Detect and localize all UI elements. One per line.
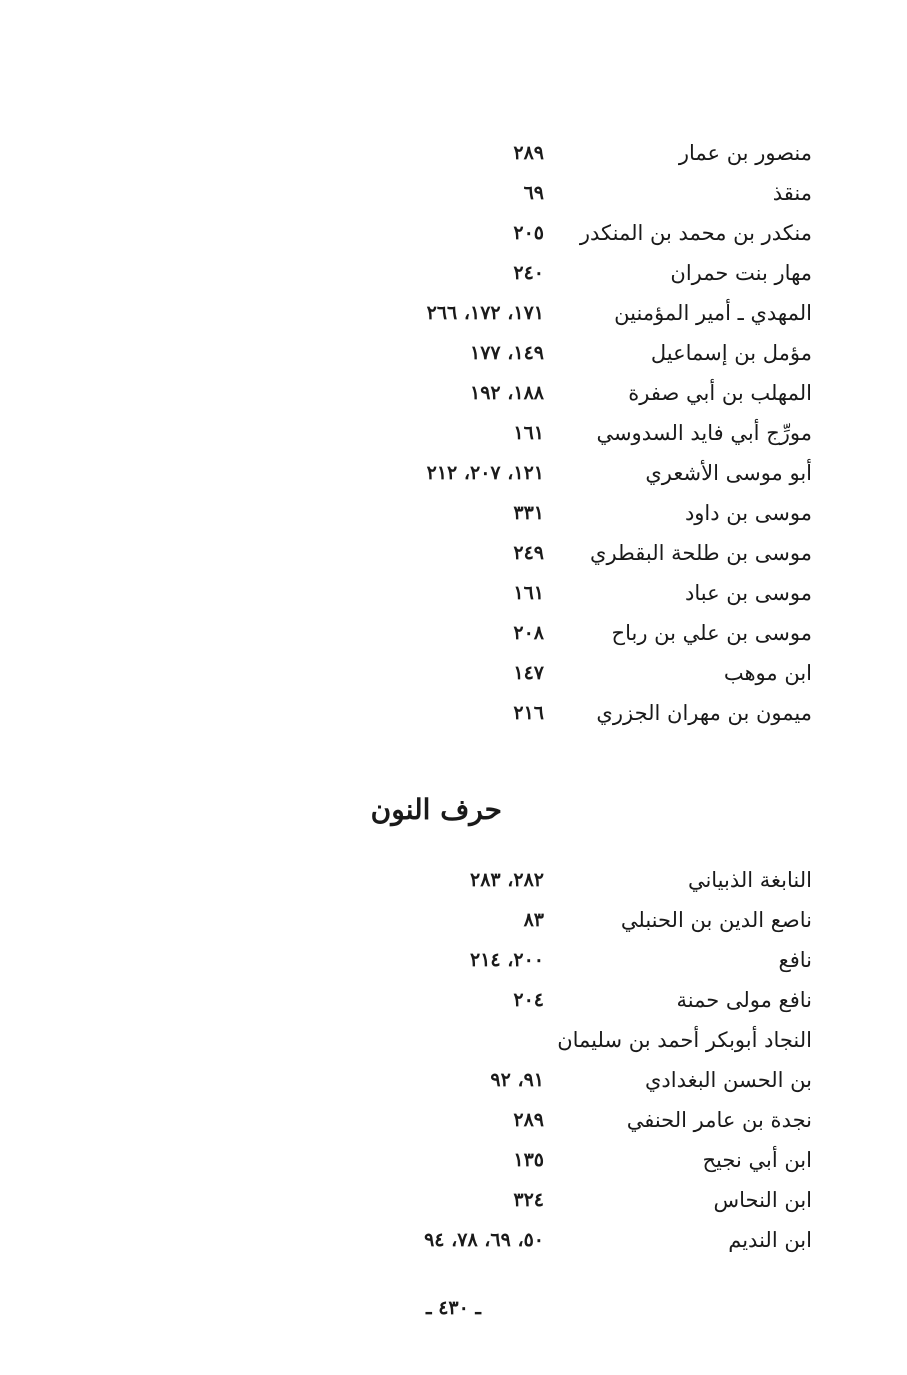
index-entry xyxy=(0,221,907,261)
index-entry xyxy=(0,261,907,301)
entry-pages: ١٤٧ xyxy=(513,662,544,684)
entry-name: أبو موسى الأشعري xyxy=(645,461,812,485)
entry-name: منصور بن عمار xyxy=(678,141,812,165)
index-entry xyxy=(0,581,907,621)
entry-name: المهدي ـ أمير المؤمنين xyxy=(614,301,812,325)
index-entry xyxy=(0,1108,907,1148)
entry-pages: ٨٣ xyxy=(523,909,544,931)
index-entry xyxy=(0,1068,907,1108)
index-entry xyxy=(0,868,907,908)
index-entry xyxy=(0,701,907,741)
entry-pages: ١٦١ xyxy=(513,422,544,444)
index-entry xyxy=(0,661,907,701)
index-entry xyxy=(0,1228,907,1268)
entry-name: موسى بن داود xyxy=(684,501,812,525)
index-entry xyxy=(0,341,907,381)
entry-name: ناصع الدين بن الحنبلي xyxy=(620,908,812,932)
entry-name: نافع xyxy=(778,948,812,972)
index-entry xyxy=(0,541,907,581)
entry-name: المهلب بن أبي صفرة xyxy=(628,381,812,405)
entry-pages: ٢٨٩ xyxy=(513,142,544,164)
entry-pages: ١٢١، ٢٠٧، ٢١٢ xyxy=(426,462,544,484)
entry-pages: ٦٩ xyxy=(523,182,544,204)
entry-name: نجدة بن عامر الحنفي xyxy=(626,1108,812,1132)
entry-name: النجاد أبوبكر أحمد بن سليمان xyxy=(557,1028,812,1052)
index-entry xyxy=(0,141,907,181)
entry-name: ابن النحاس xyxy=(713,1188,812,1212)
index-entry xyxy=(0,501,907,541)
entry-pages: ٢٤٠ xyxy=(513,262,544,284)
index-entry xyxy=(0,461,907,501)
entry-name: ابن أبي نجيح xyxy=(702,1148,812,1172)
entry-pages: ٩١، ٩٢ xyxy=(490,1069,544,1091)
entry-pages: ٣٢٤ xyxy=(513,1189,544,1211)
index-entry xyxy=(0,621,907,661)
entry-pages: ٢١٦ xyxy=(513,702,544,724)
entry-pages: ١٤٩، ١٧٧ xyxy=(470,342,544,364)
index-entry xyxy=(0,381,907,421)
entry-name: ابن موهب xyxy=(723,661,812,685)
entry-pages: ٢٤٩ xyxy=(513,542,544,564)
section-heading: حرف النون xyxy=(370,793,502,826)
entry-pages: ٢٠٨ xyxy=(513,622,544,644)
entry-pages: ٢٨٢، ٢٨٣ xyxy=(470,869,544,891)
index-entry xyxy=(0,1028,907,1068)
index-entry xyxy=(0,908,907,948)
entry-name: مهار بنت حمران xyxy=(670,261,812,285)
entry-pages: ١٨٨، ١٩٢ xyxy=(470,382,544,404)
entry-pages: ٢٠٤ xyxy=(513,989,544,1011)
entry-pages: ١٧١، ١٧٢، ٢٦٦ xyxy=(426,302,544,324)
entry-pages: ٢٠٠، ٢١٤ xyxy=(470,949,544,971)
entry-name: مورِّج أبي فايد السدوسي xyxy=(596,421,812,445)
entry-name: ابن النديم xyxy=(728,1228,812,1252)
index-entry xyxy=(0,421,907,461)
entry-name: بن الحسن البغدادي xyxy=(644,1068,812,1092)
entry-name: موسى بن عباد xyxy=(685,581,812,605)
entry-name: النابغة الذبياني xyxy=(687,868,812,892)
entry-pages: ١٣٥ xyxy=(513,1149,544,1171)
entry-name: منقذ xyxy=(772,181,812,205)
entry-name: نافع مولى حمنة xyxy=(676,988,812,1012)
entry-name: منكدر بن محمد بن المنكدر xyxy=(579,221,812,245)
page-number: ـ ٤٣٠ ـ xyxy=(426,1297,481,1319)
entry-pages: ٣٣١ xyxy=(513,502,544,524)
index-entry xyxy=(0,181,907,221)
entry-name: موسى بن طلحة البقطري xyxy=(590,541,812,565)
entry-pages: ٢٨٩ xyxy=(513,1109,544,1131)
entry-pages: ٢٠٥ xyxy=(513,222,544,244)
entry-name: مؤمل بن إسماعيل xyxy=(650,341,812,365)
index-entry xyxy=(0,988,907,1028)
entry-name: موسى بن علي بن رباح xyxy=(611,621,812,645)
entry-pages: ٥٠، ٦٩، ٧٨، ٩٤ xyxy=(424,1229,544,1251)
entry-name: ميمون بن مهران الجزري xyxy=(596,701,812,725)
entry-pages: ١٦١ xyxy=(513,582,544,604)
index-entry xyxy=(0,1188,907,1228)
index-entry xyxy=(0,948,907,988)
index-entry xyxy=(0,1148,907,1188)
index-entry xyxy=(0,301,907,341)
